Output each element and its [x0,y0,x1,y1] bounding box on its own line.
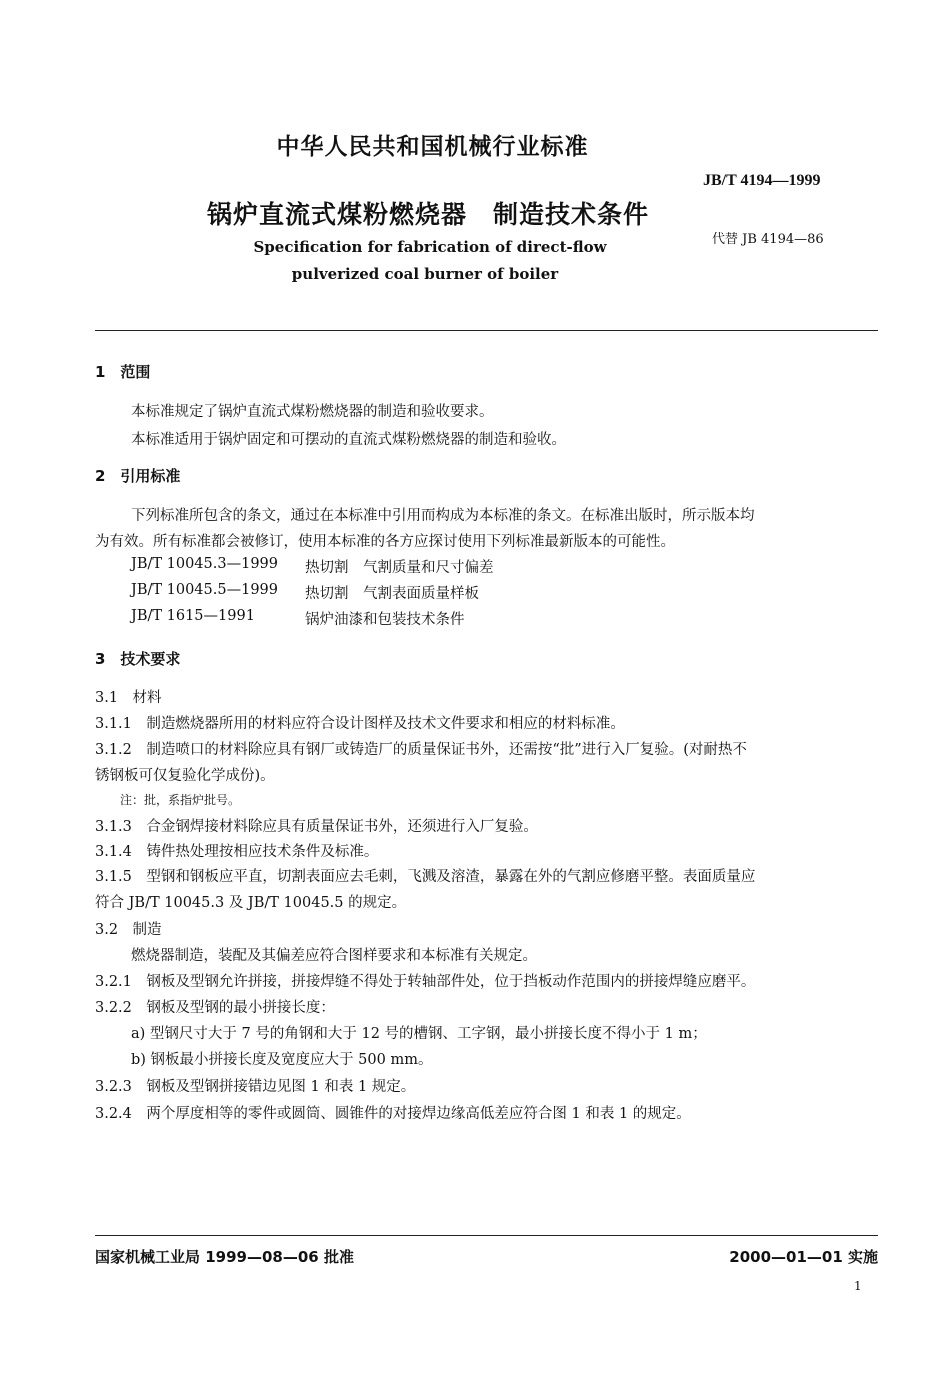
reference-code: JB/T 10045.3—1999 [131,556,278,572]
section-3-2-title: 3.2 制造 [95,922,162,938]
section-1-para-2: 本标准适用于锅炉固定和可摆动的直流式煤粉燃烧器的制造和验收。 [131,432,566,448]
reference-title: 热切割 气割表面质量样板 [305,586,479,602]
section-1-title: 1 范围 [95,363,151,381]
english-title-line1: Specification for fabrication of direct-flow [253,238,607,256]
reference-title: 锅炉油漆和包装技术条件 [305,612,465,628]
section-2-para-line1: 下列标准所包含的条文，通过在本标准中引用而构成为本标准的条文。在标准出版时，所示版本均 [131,508,755,524]
clause-3-1-1: 3.1.1 制造燃烧器所用的材料应符合设计图样及技术文件要求和相应的材料标准。 [95,716,625,732]
clause-3-1-2-line1: 3.1.2 制造喷口的材料除应具有钢厂或铸造厂的质量保证书外，还需按“批”进行入厂复验。(对耐热不 [95,742,747,758]
reference-code: JB/T 10045.5—1999 [131,582,278,598]
approval-date: 国家机械工业局 1999—08—06 批准 [95,1248,354,1266]
clause-3-2-4: 3.2.4 两个厚度相等的零件或圆筒、圆锥件的对接焊边缘高低差应符合图 1 和表 1 的规定。 [95,1106,691,1122]
clause-3-1-2-note: 注：批，系指炉批号。 [120,793,241,807]
reference-title: 热切割 气割质量和尺寸偏差 [305,560,494,576]
header-divider [95,330,878,331]
english-title-line2: pulverized coal burner of boiler [291,265,559,283]
clause-3-2-2: 3.2.2 钢板及型钢的最小拼接长度： [95,1000,335,1016]
section-2-para-line2: 为有效。所有标准都会被修订，使用本标准的各方应探讨使用下列标准最新版本的可能性。 [95,534,675,550]
clause-3-2-2-a: a) 型钢尺寸大于 7 号的角钢和大于 12 号的槽钢、工字钢，最小拼接长度不得小于 1 m； [131,1026,707,1042]
footer-divider [95,1235,878,1236]
section-1-para-1: 本标准规定了锅炉直流式煤粉燃烧器的制造和验收要求。 [131,404,494,420]
clause-3-1-5-line1: 3.1.5 型钢和钢板应平直，切割表面应去毛刺，飞溅及溶渣，暴露在外的气割应修磨平整。表面质量应 [95,869,756,885]
page-number: 1 [854,1279,862,1293]
section-3-2-para: 燃烧器制造，装配及其偏差应符合图样要求和本标准有关规定。 [131,948,537,964]
replaces-note: 代替 JB 4194—86 [712,232,824,247]
doc-title: 锅炉直流式煤粉燃烧器 制造技术条件 [207,200,650,229]
header-title: 中华人民共和国机械行业标准 [276,134,589,160]
clause-3-1-3: 3.1.3 合金钢焊接材料除应具有质量保证书外，还须进行入厂复验。 [95,819,538,835]
clause-3-2-2-b: b) 钢板最小拼接长度及宽度应大于 500 mm。 [131,1052,433,1068]
section-3-1-title: 3.1 材料 [95,690,162,706]
effective-date: 2000—01—01 实施 [729,1248,878,1266]
section-2-title: 2 引用标准 [95,467,181,485]
standard-number: JB/T 4194—1999 [703,172,821,189]
clause-3-1-4: 3.1.4 铸件热处理按相应技术条件及标准。 [95,844,379,860]
section-3-title: 3 技术要求 [95,650,181,668]
reference-code: JB/T 1615—1991 [131,608,255,624]
clause-3-2-1: 3.2.1 钢板及型钢允许拼接，拼接焊缝不得处于转轴部件处，位于挡板动作范围内的拼接焊缝应磨平。 [95,974,756,990]
clause-3-1-2-line2: 锈钢板可仅复验化学成份)。 [95,768,275,784]
clause-3-2-3: 3.2.3 钢板及型钢拼接错边见图 1 和表 1 规定。 [95,1079,416,1095]
clause-3-1-5-line2: 符合 JB/T 10045.3 及 JB/T 10045.5 的规定。 [95,895,407,911]
